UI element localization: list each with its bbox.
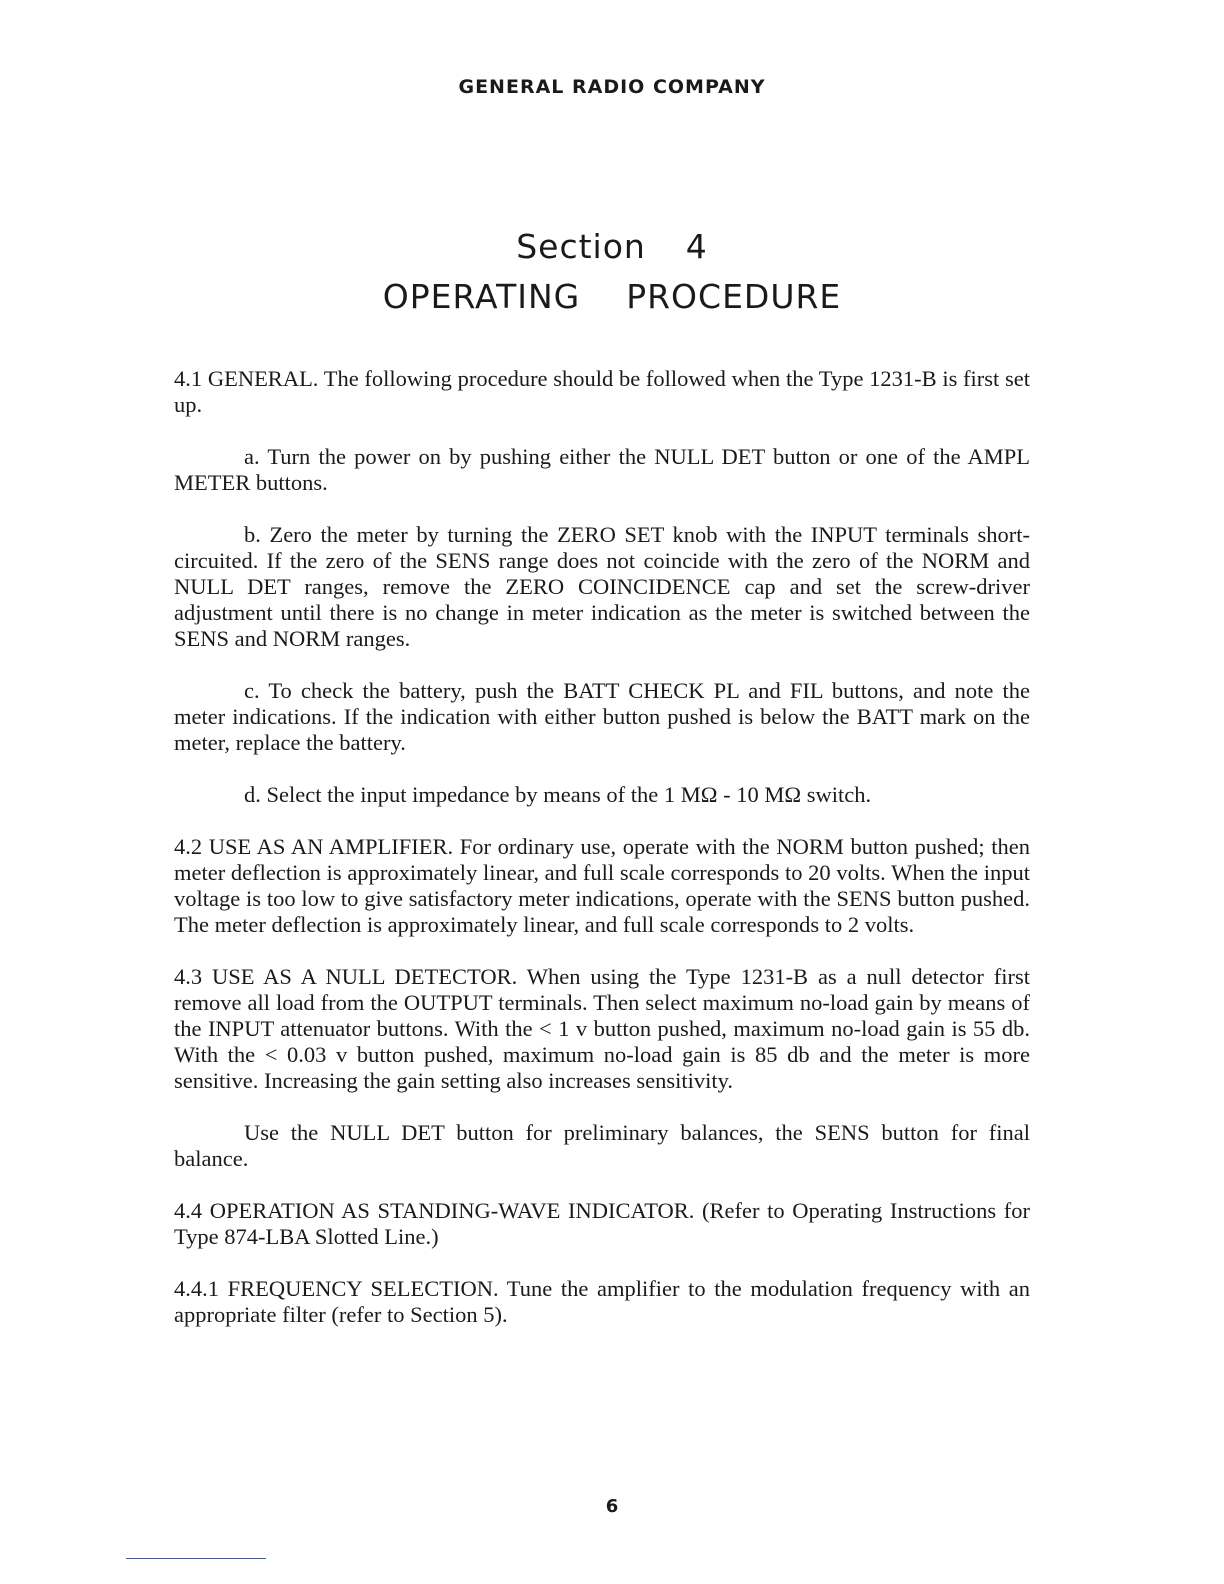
page-number: 6 [605, 1496, 619, 1517]
section-title-word-2: PROCEDURE [626, 277, 842, 316]
section-number: 4 [685, 227, 708, 266]
paragraph-4-2: 4.2 USE AS AN AMPLIFIER. For ordinary use, operate with the NORM button pushed; then meter deflection is approximately linear, and full scale corresponds to 20 volts. When the input voltage is too low to give satisfactory meter indications, operate with the SENS button pushed. The meter deflection is approximately linear, and full scale corresponds to 2 volts. [174, 834, 1030, 937]
paragraph-step-a: a. Turn the power on by pushing either the NULL DET button or one of the AMPL METER buttons. [174, 444, 1030, 495]
document-body [174, 366, 1030, 1354]
paragraph-4-4-1: 4.4.1 FREQUENCY SELECTION. Tune the amplifier to the modulation frequency with an appropriate filter (refer to Section 5). [174, 1276, 1030, 1327]
running-header: GENERAL RADIO COMPANY [458, 76, 766, 98]
section-title-word-1: OPERATING [382, 277, 581, 316]
paragraph-null-det-note: Use the NULL DET button for preliminary balances, the SENS button for final balance. [174, 1120, 1030, 1171]
paragraph-step-b: b. Zero the meter by turning the ZERO SET knob with the INPUT terminals short-circuited. If the zero of the SENS range does not coincide with the zero of the NORM and NULL DET ranges, remove the ZERO COINCIDENCE cap and set the screw-driver adjustment until there is no change in meter indication as the meter is switched between the SENS and NORM ranges. [174, 522, 1030, 651]
paragraph-step-d: d. Select the input impedance by means of the 1 MΩ - 10 MΩ switch. [244, 782, 872, 807]
paragraph-4-4: 4.4 OPERATION AS STANDING-WAVE INDICATOR. (Refer to Operating Instructions for Type 874-LBA Slotted Line.) [174, 1198, 1030, 1249]
paragraph-4-1: 4.1 GENERAL. The following procedure should be followed when the Type 1231-B is first set up. [174, 366, 1030, 417]
paragraph-step-c: c. To check the battery, push the BATT CHECK PL and FIL buttons, and note the meter indications. If the indication with either button pushed is below the BATT mark on the meter, replace the battery. [174, 678, 1030, 755]
footnote-rule [126, 1558, 266, 1559]
section-label: Section [516, 227, 646, 266]
paragraph-4-3: 4.3 USE AS A NULL DETECTOR. When using the Type 1231-B as a null detector first remove all load from the OUTPUT terminals. Then select maximum no-load gain by means of the INPUT attenuator buttons. With the < 1 v button pushed, maximum no-load gain is 55 db. With the < 0.03 v button pushed, maximum no-load gain is 85 db and the meter is more sensitive. Increasing the gain setting also increases sensitivity. [174, 964, 1030, 1093]
section-heading [0, 222, 1224, 322]
